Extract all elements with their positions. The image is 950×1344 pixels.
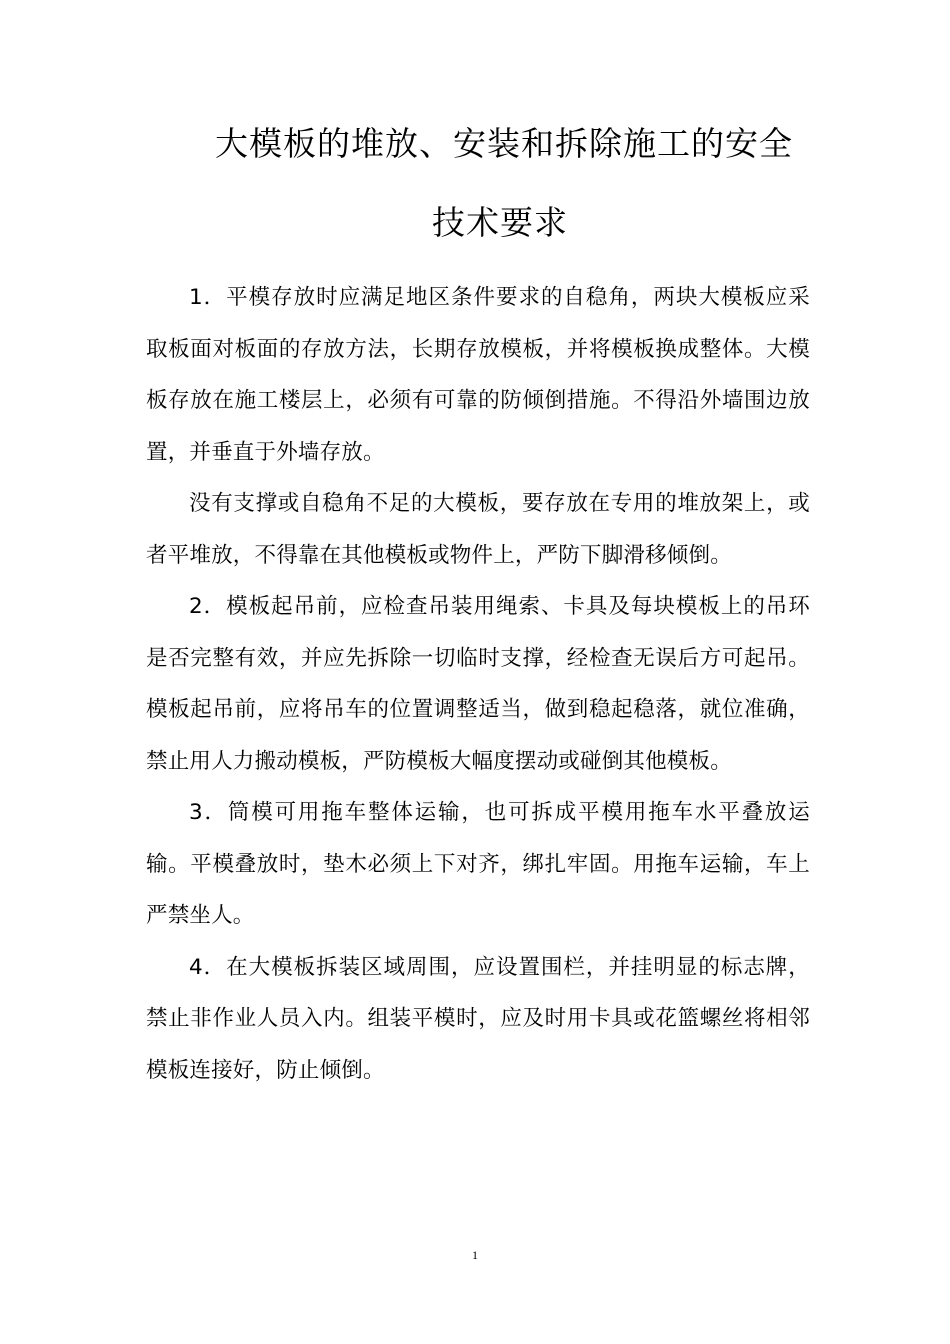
paragraph-5: 4．在大模板拆装区域周围，应设置围栏，并挂明显的标志牌，禁止非作业人员入内。组装平模时，应及时用卡具或花篮螺丝将相邻模板连接好，防止倾倒。 — [146, 954, 810, 1083]
document-title-line-2: 技术要求 — [432, 203, 568, 242]
paragraph-2: 没有支撑或自稳角不足的大模板，要存放在专用的堆放架上，或者平堆放，不得靠在其他模板或物件上，严防下脚滑移倾倒。 — [146, 491, 810, 568]
document-title-line-1: 大模板的堆放、安装和拆除施工的安全 — [215, 124, 793, 163]
document-body — [146, 272, 810, 1096]
page-number: 1 — [472, 1248, 478, 1262]
paragraph-1: 1．平模存放时应满足地区条件要求的自稳角，两块大模板应采取板面对板面的存放方法，长期存放模板，并将模板换成整体。大模板存放在施工楼层上，必须有可靠的防倾倒措施。不得沿外墙围边放置，并垂直于外墙存放。 — [146, 285, 810, 465]
paragraph-3: 2．模板起吊前，应检查吊装用绳索、卡具及每块模板上的吊环是否完整有效，并应先拆除一切临时支撑，经检查无误后方可起吊。模板起吊前，应将吊车的位置调整适当，做到稳起稳落，就位准确，禁止用人力搬动模板，严防模板大幅度摆动或碰倒其他模板。 — [146, 594, 810, 774]
paragraph-4: 3．筒模可用拖车整体运输，也可拆成平模用拖车水平叠放运输。平模叠放时，垫木必须上下对齐，绑扎牢固。用拖车运输，车上严禁坐人。 — [146, 800, 810, 928]
